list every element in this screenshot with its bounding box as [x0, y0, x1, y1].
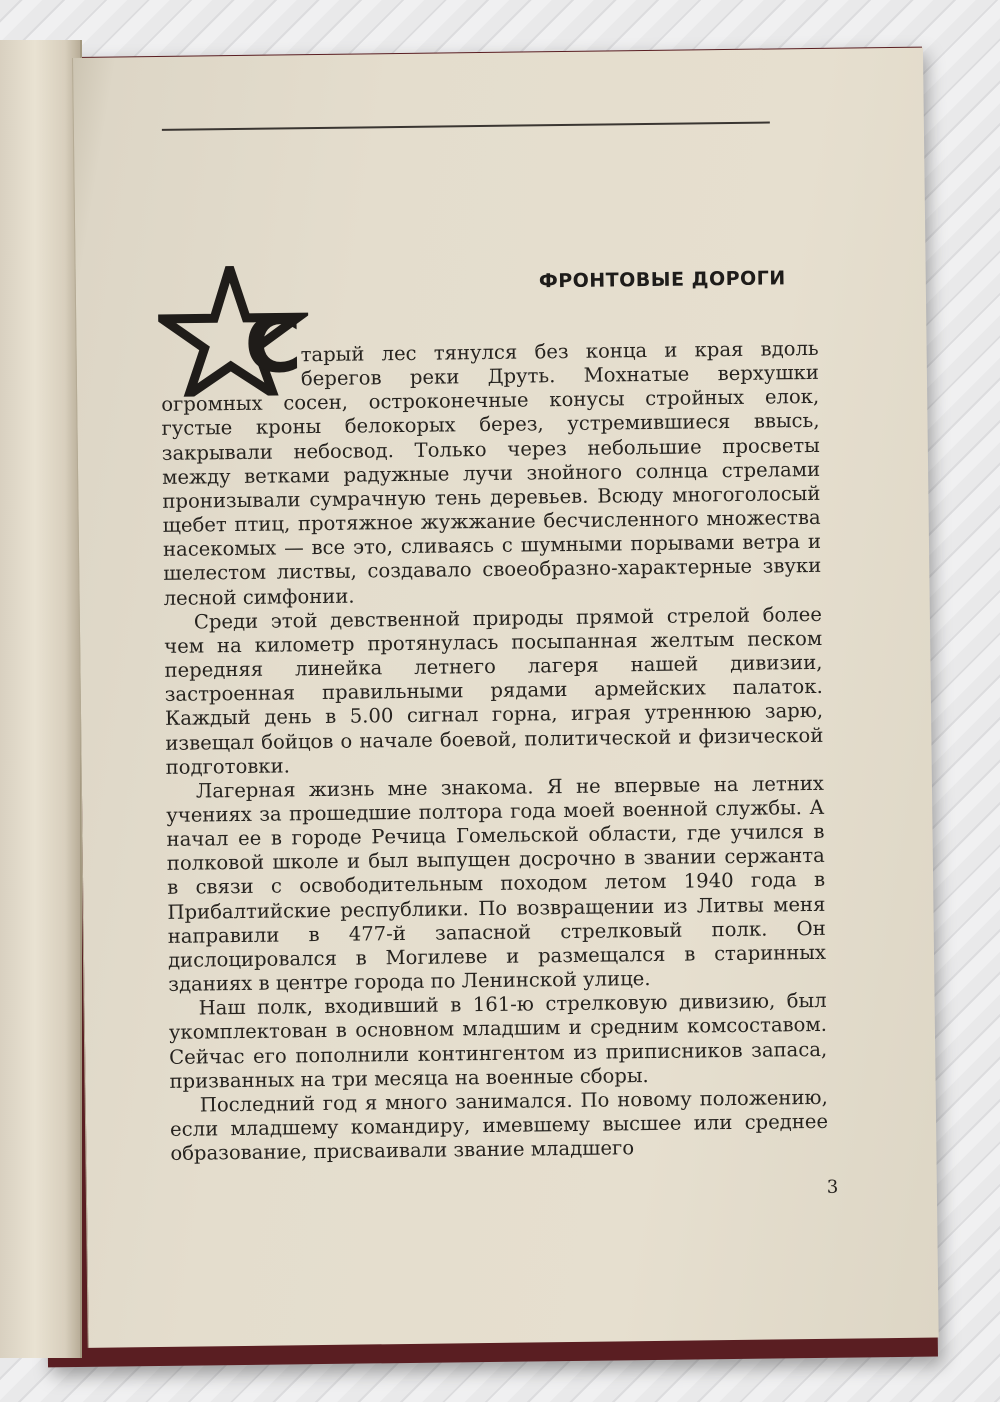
- paragraph-4: Наш полк, входивший в 161-ю стрелковую дивизию, был укомплектован в основном младшим и средним комсоставом. Сейчас его пополнили контингентом из приписников запаса, призванных на три месяца на военные сборы.: [168, 989, 828, 1093]
- page-number: 3: [826, 1176, 839, 1198]
- body-text: [161, 337, 829, 1166]
- paragraph-1: [161, 337, 822, 611]
- book-page: [72, 48, 939, 1348]
- left-page-edge: [0, 40, 82, 1358]
- paragraph-2: Среди этой девственной природы прямой стрелой более чем на километр протянулась посыпанная желтым песком передняя линейка летнего лагеря нашей дивизии, застроенная правильными рядами армейских палаток. Каждый день в 5.00 сигнал горна, играя утреннюю зарю, извещал бойцов о начале боевой, политической и физической подготовки.: [164, 602, 824, 779]
- paragraph-1-text: тарый лес тянулся без конца и края вдоль берегов реки Друть. Мохнатые верхушки огромных сосен, остроконечные конусы стройных елок, густые кроны белокорых берез, устремившиеся ввысь, закрывали небосвод. Только через небольшие просветы между ветками радужные лучи знойного солнца стрелами пронизывали сумрачную тень деревьев. Всюду многоголосый щебет птиц, протяжное жужжание бесчисленного множества насекомых — все это, сливаясь с шумными порывами ветра и шелестом листвы, создавало своеобразно-характерные звуки лесной симфонии.: [161, 336, 822, 610]
- dropcap-letter: С: [243, 300, 303, 391]
- paragraph-3: Лагерная жизнь мне знакома. Я не впервые на летних учениях за прошедшие полтора года моей военной службы. А начал ее в городе Речица Гомельской области, где учился в полковой школе и был выпущен досрочно в звании сержанта в связи с освободительным походом летом 1940 года в Прибалтийские республики. По возвращении из Литвы меня направили в 477-й запасной стрелковый полк. Он дислоцировался в Могилеве и размещался в старинных зданиях в центре города по Ленинской улице.: [166, 771, 827, 996]
- header-rule: [162, 121, 770, 130]
- chapter-title: ФРОНТОВЫЕ ДОРОГИ: [538, 267, 786, 293]
- paragraph-5: Последний год я много занимался. По новому положению, если младшему командиру, имевшему высшее или среднее образование, присваивали звание младшего: [169, 1085, 829, 1166]
